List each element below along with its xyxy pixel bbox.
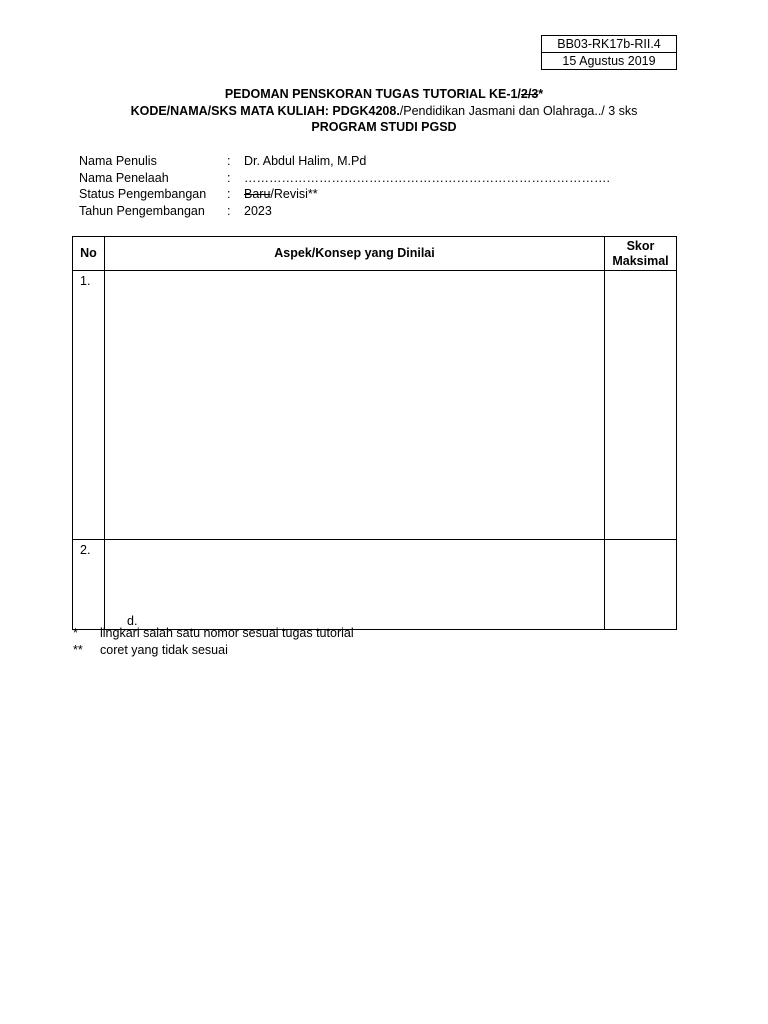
footnotes — [73, 625, 354, 658]
meta-colon: : — [227, 187, 231, 201]
document-code-box — [541, 35, 677, 70]
footnote — [73, 642, 354, 659]
score-cell — [605, 271, 677, 540]
title-line-3: PROGRAM STUDI PGSD — [311, 120, 457, 134]
footnote-text: lingkari salah satu nomor sesuai tugas tutorial — [100, 626, 354, 640]
sub-item-label: d. — [127, 614, 138, 628]
meta-label-penulis: Nama Penulis — [79, 154, 157, 168]
meta-value-penulis: Dr. Abdul Halim, M.Pd — [244, 154, 367, 168]
title-line-1-prefix: PEDOMAN PENSKORAN TUGAS TUTORIAL KE-1/ — [224, 87, 521, 101]
meta-value-penelaah: ……………………………………………………………………………. — [244, 170, 610, 185]
aspect-cell — [105, 271, 605, 540]
table-row — [73, 540, 677, 630]
table-header-row — [73, 237, 677, 271]
row-number: 2. — [73, 540, 105, 630]
title-line-1-suffix: * — [538, 87, 544, 101]
title-line-2 — [0, 103, 768, 119]
header-aspek: Aspek/Konsep yang Dinilai — [105, 237, 605, 271]
document-date: 15 Agustus 2019 — [542, 52, 676, 69]
meta-value-tahun: 2023 — [244, 203, 272, 218]
meta-row-penulis — [79, 153, 610, 170]
title-line-2-course-name: /Pendidikan Jasmani dan Olahraga../ 3 sks — [399, 104, 638, 118]
scoring-table — [72, 236, 677, 630]
meta-value-status: /Revisi** — [270, 187, 318, 201]
aspect-cell — [105, 540, 605, 630]
meta-value-status-struck: Baru — [244, 187, 271, 201]
header-skor-line-1: Skor — [626, 238, 655, 253]
meta-label-status: Status Pengembangan — [79, 187, 207, 201]
footnote — [73, 625, 354, 642]
header-skor — [605, 237, 677, 271]
meta-label-tahun: Tahun Pengembangan — [79, 203, 205, 218]
meta-label-penelaah: Nama Penelaah — [79, 170, 169, 185]
header-no: No — [73, 237, 105, 271]
footnote-mark: ** — [73, 642, 83, 657]
footnote-text: coret yang tidak sesuai — [100, 642, 228, 657]
footnote-mark: * — [73, 626, 78, 640]
document-code: BB03-RK17b-RII.4 — [557, 37, 661, 51]
score-cell — [605, 540, 677, 630]
meta-colon: : — [227, 170, 231, 185]
meta-row-status — [79, 186, 610, 203]
meta-row-penelaah — [79, 170, 610, 187]
meta-row-tahun — [79, 203, 610, 220]
document-meta — [79, 153, 610, 219]
table-row — [73, 271, 677, 540]
meta-colon: : — [227, 154, 231, 168]
title-line-1 — [0, 86, 768, 102]
title-line-2-course-code: KODE/NAMA/SKS MATA KULIAH: PDGK4208. — [130, 104, 400, 118]
meta-colon: : — [227, 203, 231, 218]
title-line-1-struck: 2/3 — [520, 87, 539, 101]
row-number: 1. — [73, 271, 105, 540]
header-skor-line-2: Maksimal — [612, 253, 669, 268]
